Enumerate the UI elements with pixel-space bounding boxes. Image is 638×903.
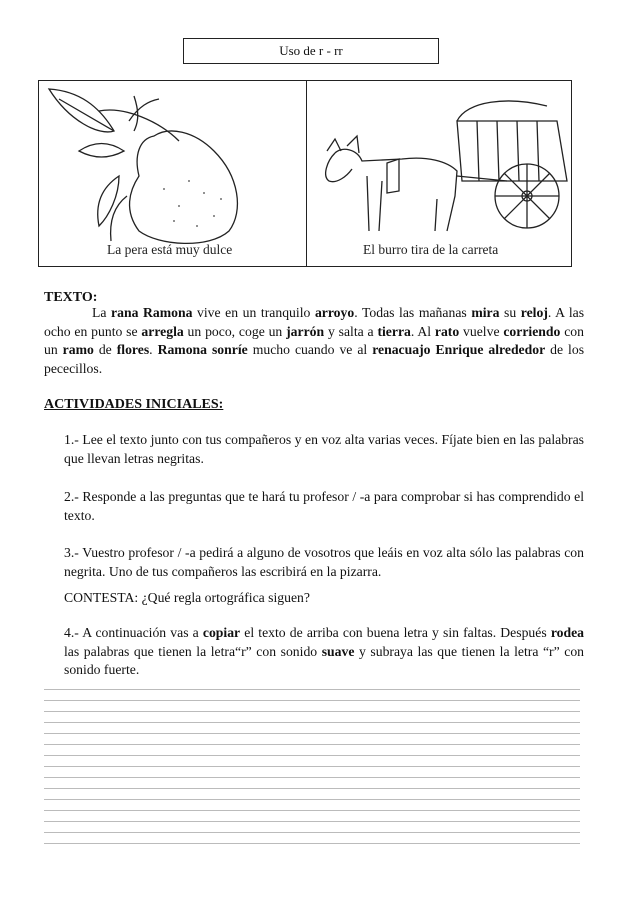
texto-text: vive en un tranquilo xyxy=(192,305,315,320)
texto-bold-word: ramo xyxy=(62,342,94,357)
writing-line xyxy=(44,799,580,800)
writing-line xyxy=(44,821,580,822)
writing-line xyxy=(44,755,580,756)
texto-bold-word: mira xyxy=(471,305,500,320)
donkey-cart-illustration xyxy=(307,81,573,266)
texto-bold-word: reloj xyxy=(520,305,548,320)
texto-bold-word: rana xyxy=(111,305,139,320)
texto-text: un poco, coge un xyxy=(183,323,287,339)
activity-2: 2.- Responde a las preguntas que te hará tu profesor / -a para comprobar si has comprendido el texto. xyxy=(64,489,584,523)
texto-bold-word: sonríe xyxy=(211,342,248,357)
activity-4-text: y subraya las que tienen la letra “r” con sonido fuerte. xyxy=(64,643,585,677)
pear-illustration xyxy=(39,81,305,266)
activity-4-bold-word: suave xyxy=(321,643,355,659)
texto-text: mucho cuando ve al xyxy=(247,342,373,357)
texto-bold-word: tierra xyxy=(377,323,411,339)
worksheet-title: Uso de r - rr xyxy=(279,43,343,58)
texto-paragraph xyxy=(44,304,584,378)
texto-bold-word: Ramona xyxy=(157,342,207,357)
texto-bold-word: arregla xyxy=(141,323,184,339)
donkey-caption: El burro tira de la carreta xyxy=(363,242,499,257)
writing-line xyxy=(44,700,580,701)
writing-line xyxy=(44,843,580,844)
texto-bold-word: corriendo xyxy=(503,323,561,339)
texto-text: . xyxy=(149,342,158,357)
writing-line xyxy=(44,766,580,767)
texto-text: con un xyxy=(44,323,584,357)
worksheet-title-box xyxy=(183,38,439,64)
texto-text: . Todas las mañanas xyxy=(354,305,472,320)
texto-bold-word: Ramona xyxy=(143,305,193,320)
texto-text: y salta a xyxy=(324,323,378,339)
contesta-question: CONTESTA: ¿Qué regla ortográfica siguen? xyxy=(64,590,310,605)
activity-4-text: el texto de arriba con buena letra y sin faltas. Después xyxy=(240,625,551,640)
texto-bold-word: jarrón xyxy=(286,323,325,339)
activity-4-bold-word: rodea xyxy=(550,625,585,640)
texto-heading: TEXTO: xyxy=(44,290,98,305)
activity-4-text: las palabras que tienen la letra“r” con sonido xyxy=(64,643,322,659)
illustration-panel xyxy=(38,80,572,267)
writing-line xyxy=(44,689,580,690)
texto-text: de xyxy=(93,342,117,357)
writing-line xyxy=(44,810,580,811)
writing-line xyxy=(44,832,580,833)
activity-1: 1.- Lee el texto junto con tus compañeros y en voz alta varias veces. Fíjate bien en las palabras que llevan letras negritas. xyxy=(64,432,584,466)
texto-bold-word: renacuajo xyxy=(372,342,431,357)
texto-text: La xyxy=(92,305,112,320)
texto-text: vuelve xyxy=(459,323,504,339)
texto-bold-word: Enrique xyxy=(435,342,484,357)
writing-line xyxy=(44,777,580,778)
texto-text: . A las ocho en punto se xyxy=(44,305,585,339)
activity-3: 3.- Vuestro profesor / -a pedirá a alguno de vosotros que leáis en voz alta sólo las palabras con negrita. Uno de tus compañeros las escribirá en la pizarra. xyxy=(64,545,584,579)
writing-line xyxy=(44,788,580,789)
texto-text: . Al xyxy=(410,323,435,339)
texto-bold-word: alrededor xyxy=(488,342,546,357)
texto-text: su xyxy=(499,305,521,320)
activity-4 xyxy=(64,624,584,680)
writing-line xyxy=(44,744,580,745)
writing-line xyxy=(44,711,580,712)
writing-lines xyxy=(44,689,580,854)
activity-4-bold-word: copiar xyxy=(202,625,241,640)
writing-line xyxy=(44,733,580,734)
texto-bold-word: arroyo xyxy=(314,305,355,320)
texto-bold-word: flores xyxy=(116,342,150,357)
activity-4-text: 4.- A continuación vas a xyxy=(64,625,203,640)
activities-heading: ACTIVIDADES INICIALES: xyxy=(44,397,224,412)
texto-text: de los pececillos. xyxy=(44,342,585,376)
pear-caption: La pera está muy dulce xyxy=(107,242,233,257)
texto-bold-word: rato xyxy=(434,323,460,339)
writing-line xyxy=(44,722,580,723)
